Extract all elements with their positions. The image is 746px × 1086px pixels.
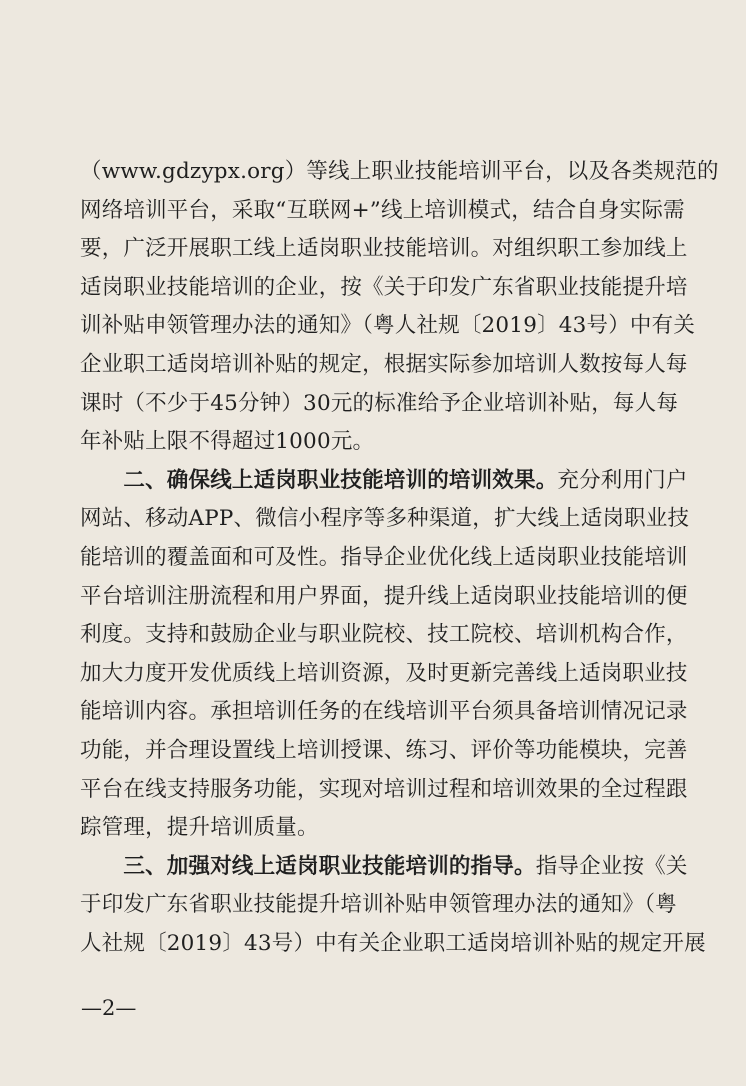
section-heading: 二、确保线上适岗职业技能培训的培训效果。 bbox=[80, 467, 558, 493]
section-heading-line bbox=[80, 848, 688, 887]
text-line: （www.gdzypx.org）等线上职业技能培训平台，以及各类规范的 bbox=[80, 159, 719, 184]
text-line: 踪管理，提升培训质量。 bbox=[80, 815, 319, 841]
text-line: 网络培训平台，采取“互联网+”线上培训模式，结合自身实际需 bbox=[80, 197, 685, 223]
text-line: 企业职工适岗培训补贴的规定，根据实际参加培训人数按每人每 bbox=[80, 351, 688, 377]
text-line: 功能，并合理设置线上培训授课、练习、评价等功能模块，完善 bbox=[80, 737, 688, 763]
text-line: 于印发广东省职业技能提升培训补贴申领管理办法的通知》（粤 bbox=[80, 892, 677, 918]
heading-line-text: 指导企业按《关 bbox=[535, 853, 688, 879]
paragraph-online-platforms bbox=[80, 153, 719, 462]
text-line: 课时（不少于45分钟）30元的标准给予企业培训补贴，每人每 bbox=[80, 390, 679, 416]
section-training-guidance bbox=[80, 848, 706, 964]
text-line: 加大力度开发优质线上培训资源，及时更新完善线上适岗职业技 bbox=[80, 660, 688, 686]
text-line: 平台培训注册流程和用户界面，提升线上适岗职业技能培训的便 bbox=[80, 583, 688, 609]
page-number: —2— bbox=[81, 996, 137, 1020]
text-line: 适岗职业技能培训的企业，按《关于印发广东省职业技能提升培 bbox=[80, 274, 688, 300]
text-line: 年补贴上限不得超过1000元。 bbox=[80, 429, 375, 455]
text-line: 能培训内容。承担培训任务的在线培训平台须具备培训情况记录 bbox=[80, 699, 688, 725]
text-line: 平台在线支持服务功能，实现对培训过程和培训效果的全过程跟 bbox=[80, 776, 688, 802]
text-line: 人社规〔2019〕43号）中有关企业职工适岗培训补贴的规定开展 bbox=[80, 930, 706, 956]
section-heading: 三、加强对线上适岗职业技能培训的指导。 bbox=[80, 853, 536, 879]
heading-line-text: 充分利用门户 bbox=[557, 467, 688, 493]
section-training-effectiveness bbox=[80, 462, 690, 848]
text-line: 要，广泛开展职工线上适岗职业技能培训。对组织职工参加线上 bbox=[80, 236, 688, 262]
document-body bbox=[80, 153, 719, 963]
text-line: 网站、移动APP、微信小程序等多种渠道，扩大线上适岗职业技 bbox=[80, 506, 690, 532]
text-line: 利度。支持和鼓励企业与职业院校、技工院校、培训机构合作， bbox=[80, 622, 688, 648]
text-line: 能培训的覆盖面和可及性。指导企业优化线上适岗职业技能培训 bbox=[80, 544, 688, 570]
section-heading-line bbox=[80, 462, 688, 501]
text-line: 训补贴申领管理办法的通知》（粤人社规〔2019〕43号）中有关 bbox=[80, 313, 696, 339]
